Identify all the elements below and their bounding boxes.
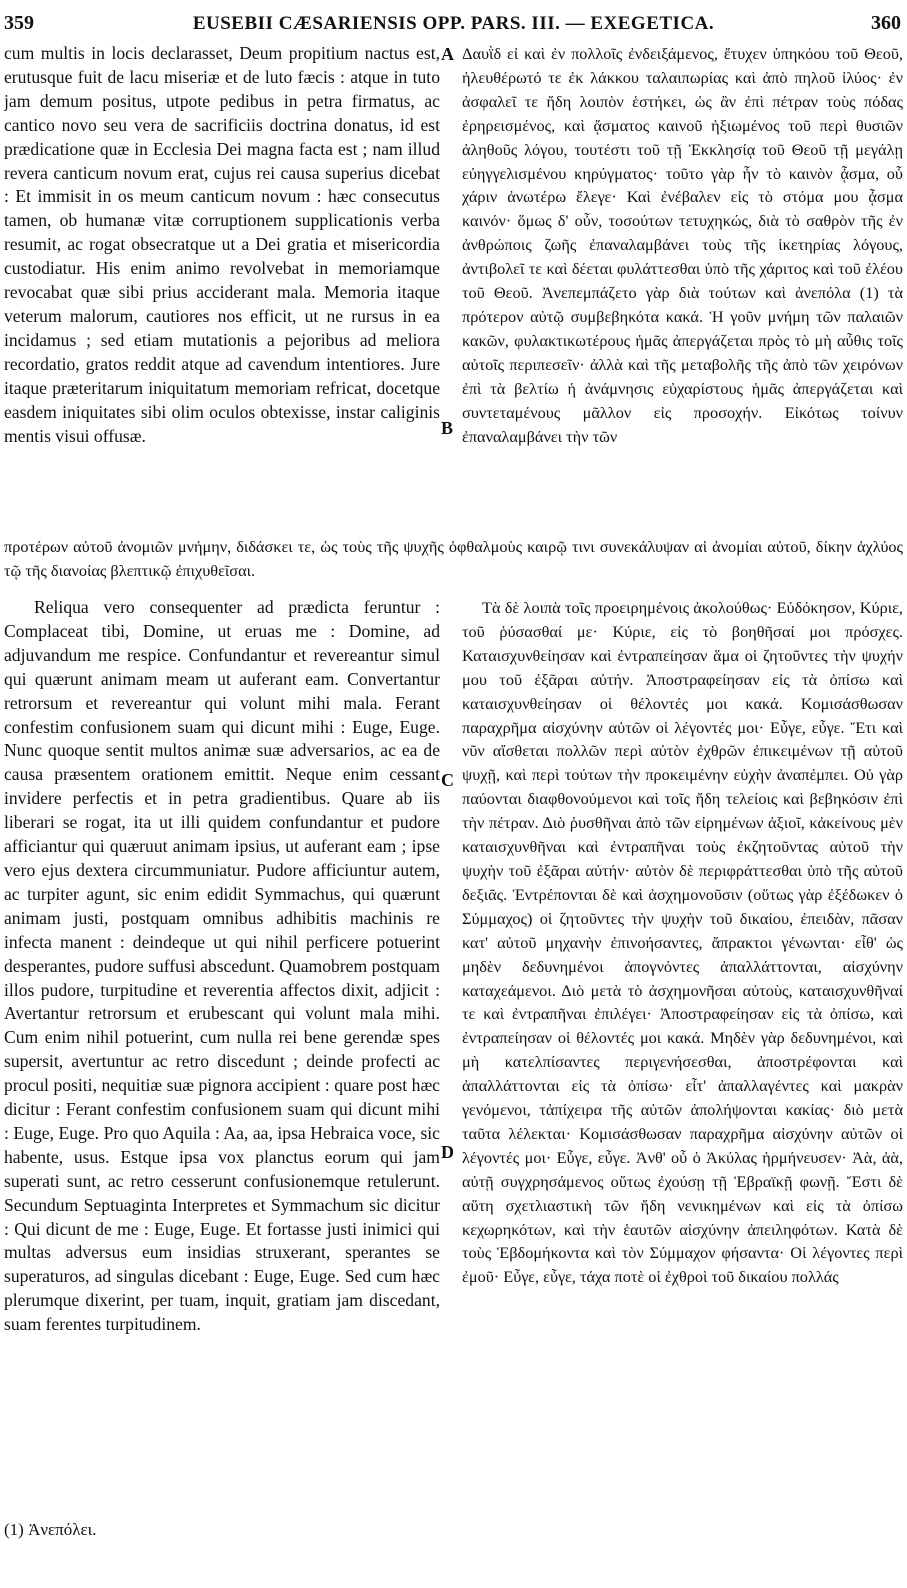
margin-letter-b: B (441, 418, 454, 438)
latin-column-bottom: Reliqua vero consequenter ad prædicta feruntur : Complaceat tibi, Domine, ut eruas me : Domine, ad adjuvandum me respice. Confundantur et revereantur simul qui quærunt animam meam ut auferant eam. Convertantur retrorsum et revereantur qui volunt mihi mala. Ferant confestim confusionem suam qui dicunt mihi : Euge, Euge. Nunc quoque sentit multos animæ suæ adversarios, ac ea de causa præsentem orationem emittit. Neque enim cessant invidere perfectis et in petra gradientibus. Quare ab iis liberari se rogat, ita ut illi quidem confundantur et pudore afficiantur qui quæruut animam ipsius, ut auferant eam ; ipse vero ejus dextera circummuniatur. Pudore afficiuntur autem, ac turpiter agunt, sic enim edidit Symmachus, qui quærunt animam justi, postquam omnibus adhibitis machinis re infecta manent : deindeque ut qui nihil perficere potuerint desperantes, pudore suffusi abscedunt. Quamobrem postquam illos pudore, turpitudine et reverentia affectos dixit, adjicit : Avertantur retrorsum et erubescant qui volunt mala mihi. Cum enim nihil potuerint, cum nulla rei bene gerendæ spes supersit, avertuntur ac retro discedunt ; deinde profecti ac procul positi, nequitiæ suæ pignora accipient : quare post hæc dicitur : Ferant confestim confusionem suam qui dicunt mihi : Euge, Euge. Pro quo Aquila : Aa, aa, ipsa Hebraica voce, sic habente, usus. Estque ipsa vox planctus eorum qui jam superati sunt, ac retro cesserunt confusionemque retulerunt. Secundum Septuaginta Interpretes et Symmachum sic dicitur : Qui dicunt de me : Euge, Euge. Et fortasse justi inimici qui multas adversus eum insidias struxerant, sperantes se superaturos, ad singulas dicebant : Euge, Euge. Sed cum hæc plerumque dixerint, per tuam, inquit, gratiam jam discedant, suam ferentes turpitudinem. (4, 597, 440, 1335)
running-header (0, 12, 907, 38)
latin-column-top: cum multis in locis declarasset, Deum propitium nactus est, erutusque fuit de lacu miseriæ et de luto fæcis : atque in tuto jam demum positus, utpote pedibus in petra firmatus, ac cantico novo seu vera de sacrificiis doctrina donatus, id est prædicatione quæ in Ecclesia Dei magna facta est ; nam illud revera canticum novum erat, cujus rei causa superius dicebat : Et immisit in os meum canticum novum : hæc consecutus tamen, ob humanæ vitæ corruptionem supplicationis verba resumit, ac rogat obsecratque ut a Dei gratia et misericordia custodiatur. His enim animo revolvebat in memoriamque revocabat quæ sibi prius acciderant mala. Memoria itaque veterum malorum, cautiores nos efficit, ut ne rursus in ea incidamus ; sed etiam mutationis a pejoribus ad meliora recordatio, gratos reddit atque ad cavendum intentiores. Jure itaque præteritarum iniquitatum memoriam refricat, docetque easdem iniquitates sibi olim oculos obtexisse, instar caliginis mentis visui offusæ. (4, 43, 440, 446)
greek-column-bottom: Τὰ δὲ λοιπὰ τοῖς προειρημένοις ἀκολούθως· Εὐδόκησον, Κύριε, τοῦ ῥύσασθαί με· Κύριε, εἰς τὸ βοηθῆσαί μοι πρόσχες. Καταισχυνθείησαν καὶ ἐντραπείησαν ἅμα οἱ ζητοῦντες τὴν ψυχήν μου τοῦ ἐξᾶραι αὐτήν. Ἀποστραφείησαν εἰς τὰ ὀπίσω καὶ καταισχυνθείησαν οἱ θέλοντές μοι κακά. Κομισάσθωσαν παραχρῆμα αἰσχύνην αὐτῶν οἱ λέγοντές μοι· Εὖγε, εὖγε. Ἔτι καὶ νῦν αἴσθεται πολλῶν περὶ αὐτὸν ἐχθρῶν ἐπικειμένων τῇ αὐτοῦ ψυχῇ, καὶ περὶ τούτων τὴν προκειμένην εὐχὴν ἀναπέμπει. Οὐ γὰρ παύονται διαφθονούμενοι καὶ τοῖς ἤδη τελείοις καὶ βεβηκόσιν ἐπὶ τὴν πέτραν. Διὸ ῥυσθῆναι ἀπὸ τῶν εἰρημένων ἀξιοῖ, κἀκείνους μὲν καταισχυνθῆναι καὶ ἐντραπῆναι τοὺς ἐκζητοῦντας αὐτοῦ τὴν ψυχὴν τοῦ ἐξᾶραι αὐτήν· αὐτὸν δὲ περιφράττεσθαι ὑπὸ τῆς αὐτοῦ δεξιᾶς. Ἐντρέπονται δὲ καὶ ἀσχημονοῦσιν (οὕτως γὰρ ἐξέδωκεν ὁ Σύμμαχος) οἱ ζητοῦντες τὴν ψυχὴν τοῦ δικαίου, ἐπειδὰν, πᾶσαν κατ' αὐτοῦ μηχανὴν ἐπινοήσαντες, ἄπρακτοι γένωνται· εἶθ' ὡς μηδὲν δεδυνημένοι ἀπογνόντες ἀπαλλάττονται, αἰσχύνην καταχεάμενοι. Διὸ μετὰ τὸ ἀσχημονῆσαι αὐτοὺς, καταισχυνθῆναί τε καὶ ἐντραπῆναι ἐπιλέγει· Ἀποστραφείησαν εἰς τὰ ὀπίσω, καὶ ἐντραπείησαν οἱ θέλοντές μοι κακά. Μηδὲν γὰρ δεδυνημένοι, καὶ μὴ κατελπίσαντες περιγενήσεσθαι, ἀποστρέφονται καὶ ἀπαλλάττονται εἰς τὰ ὀπίσω· εἶτ' ἀπαλλαγέντες καὶ μακρὰν γενόμενοι, τἀπίχειρα τῆς αὐτῶν ἀπολήψονται κακίας· διὸ μετὰ ταῦτα λέλεκται· Κομισάσθωσαν παραχρῆμα αἰσχύνην αὐτῶν οἱ λέγοντές μοι· Εὖγε, εὖγε. Ἀνθ' οὗ ὁ Ἀκύλας ἡρμήνευσεν· Ἀὰ, ἀὰ, αὐτῇ συγχρησάμενος οὕτως ἐχούσῃ τῇ Ἑβραϊκῇ φωνῇ. Ἔστι δὲ αὕτη σχετλιαστικὴ τῶν ἤδη νενικημένων καὶ εἰς τὰ ὀπίσω κεχωρηκότων, καὶ τὴν ἑαυτῶν αἰσχύνην ἀπειληφότων. Κατὰ δὲ τοὺς Ἑβδομήκοντα καὶ τὸν Σύμμαχον φήσαντα· Οἱ λέγοντες περὶ ἐμοῦ· Εὖγε, εὖγε, τάχα ποτὲ οἱ ἐχθροὶ τοῦ δικαίου πολλάς (462, 598, 903, 1287)
margin-letter-d: D (441, 1142, 454, 1162)
page-number-right: 360 (871, 12, 901, 34)
footnote: (1) Ἀνεπόλει. (4, 1520, 97, 1539)
running-title: EUSEBII CÆSARIENSIS OPP. PARS. III. — EXEGETICA. (192, 13, 715, 34)
margin-letter-a: A (441, 44, 454, 64)
margin-letter-c: C (441, 770, 454, 790)
greek-column-top: Δαυῒδ εἰ καὶ ἐν πολλοῖς ἐνδειξάμενος, ἔτυχεν ὑπηκόου τοῦ Θεοῦ, ἠλευθέρωτό τε ἐκ λάκκου ταλαιπωρίας καὶ ἀπὸ πηλοῦ ἰλύος· ἐν ἀσφαλεῖ τε ἤδη λοιπὸν ἑστήκει, ὡς ἂν ἐπὶ πέτραν τοὺς πόδας ἐρηρεισμένος, καὶ ᾄσματος καινοῦ ἠξιωμένος τοῦ περὶ θυσιῶν ἀληθοῦς λόγου, τουτέστι τοῦ τῇ Ἐκκλησίᾳ τοῦ Θεοῦ τῇ μεγάλῃ εὐηγγελισμένου κηρύγματος· τοῦτο γὰρ ἦν τὸ καινὸν ᾆσμα, οὗ χάριν ἀνωτέρω ἔλεγε· Καὶ ἐνέβαλεν εἰς τὸ στόμα μου ᾆσμα καινόν· ὅμως δ' οὖν, τοσούτων τετυχηκώς, διὰ τὸ σαθρὸν τῆς ἐν ἀνθρώποις ζωῆς ἐπαναλαμβάνει τοὺς τῆς ἱκετηρίας λόγους, ἀντιβολεῖ τε καὶ δέεται φυλάττεσθαι ὑπὸ τῆς χάριτος καὶ τοῦ ἐλέου τοῦ Θεοῦ. Ἀνεπεμπάζετο γὰρ διὰ τούτων καὶ ἀνεπόλα (1) τὰ πρότερον αὐτῷ συμβεβηκότα κακά. Ἡ γοῦν μνήμη τῶν παλαιῶν κακῶν, φυλακτικωτέρους ἡμᾶς ἀπεργάζεται πρὸς τὸ μὴ αὖθις τοῖς αὐτοῖς περιπεσεῖν· ἀλλὰ καὶ τῆς μεταβολῆς τῆς ἀπὸ τῶν χειρόνων ἐπὶ τὰ βελτίω ἡ ἀνάμνησις εὐχαρίστους ἡμᾶς ἀπεργάζεται καὶ συντεταμένους μᾶλλον εἰς προσοχήν. Εἰκότως τοίνυν ἐπαναλαμβάνει τὴν τῶν (462, 44, 903, 446)
greek-full-width-line: προτέρων αὐτοῦ ἀνομιῶν μνήμην, διδάσκει τε, ὡς τοὺς τῆς ψυχῆς ὀφθαλμοὺς καιρῷ τινι συνεκάλυψαν αἱ ἀνομίαι αὐτοῦ, δίκην ἀχλύος τῷ τῆς διανοίας βλεπτικῷ ἐπιχυθεῖσαι. (4, 537, 903, 580)
page-number-left: 359 (4, 12, 34, 34)
